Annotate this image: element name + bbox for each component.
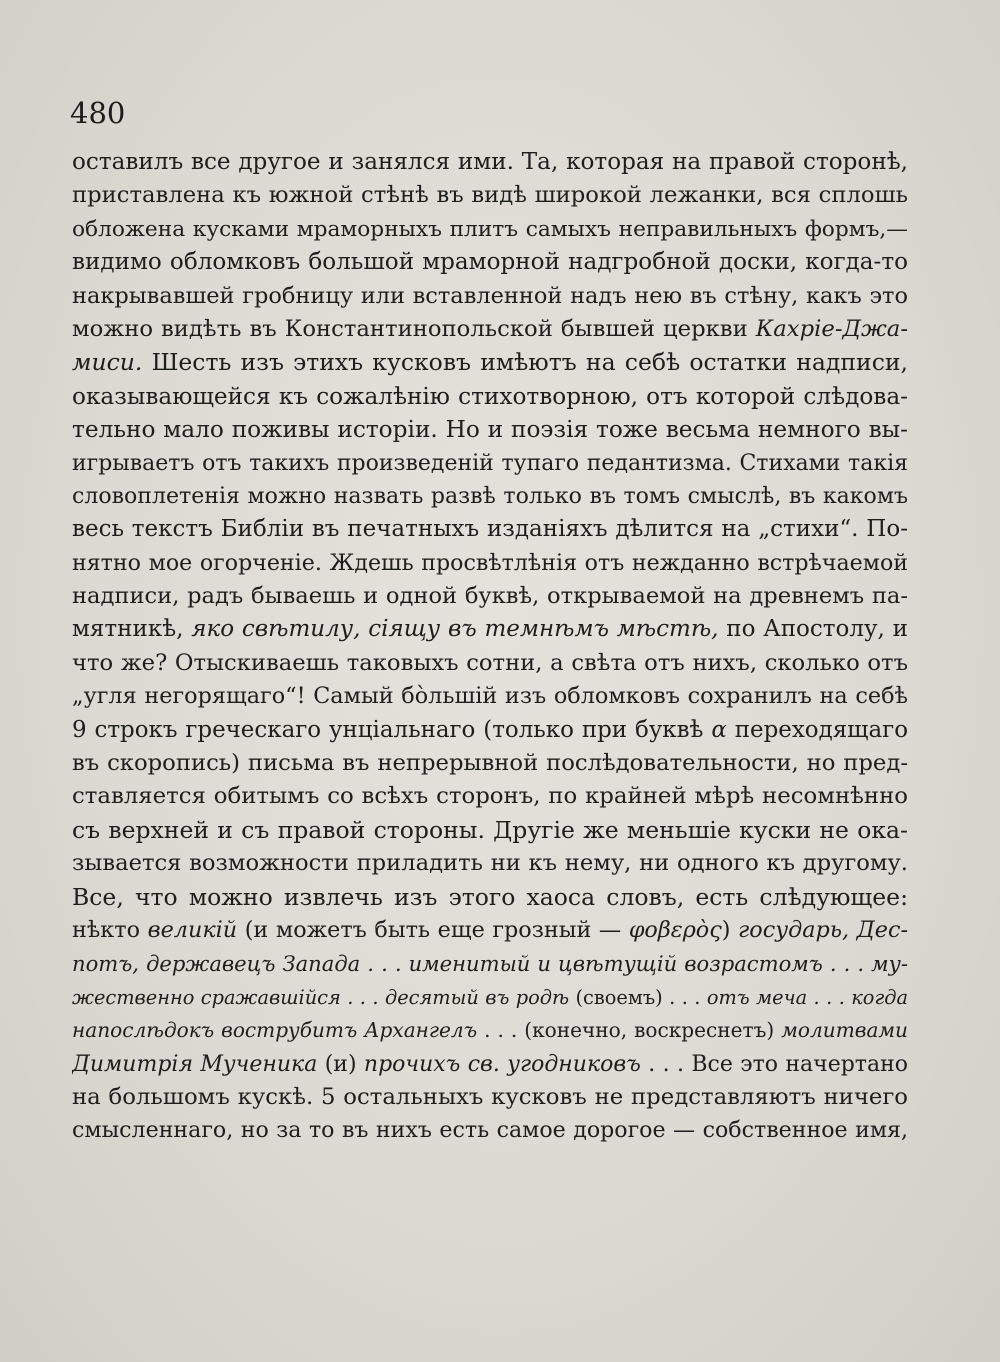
text-line — [72, 1014, 908, 1047]
text-line — [72, 413, 908, 446]
text-line — [72, 814, 908, 847]
text-line — [72, 513, 908, 546]
text-segment: „угля негорящаго“! Самый бо̀льшій изъ обломковъ сохранилъ на себѣ — [72, 683, 908, 710]
italic-text: великій — [147, 916, 238, 943]
text-segment: приставлена къ южной стѣнѣ въ видѣ широкой лежанки, вся сплошь — [72, 182, 908, 209]
text-segment: видимо обломковъ большой мраморной надгробной доски, когда-то — [72, 249, 908, 276]
page-number: 480 — [70, 96, 126, 130]
text-segment: 9 строкъ греческаго унціальнаго (только при буквѣ — [72, 716, 712, 743]
text-segment: мятникѣ, — [72, 616, 192, 643]
text-segment: надписи, радъ бываешь и одной буквѣ, открываемой на древнемъ па- — [72, 583, 908, 610]
text-line — [72, 1081, 908, 1114]
text-line — [72, 914, 908, 947]
text-segment: оставилъ все другое и занялся ими. Та, которая на правой сторонѣ, — [72, 149, 908, 175]
text-segment: въ скоропись) письма въ непрерывной послѣдовательности, но пред- — [72, 750, 908, 777]
text-segment: (и) — [317, 1051, 364, 1077]
italic-text: прочихъ св. угодниковъ — [363, 1051, 641, 1077]
text-line — [72, 947, 908, 980]
text-line — [72, 847, 908, 880]
text-segment: Все, что можно извлечь изъ этого хаоса словъ, есть слѣдующее: — [72, 882, 908, 911]
text-segment: смысленнаго, но за то въ нихъ есть самое дорогое — собственное имя, — [72, 1117, 908, 1144]
text-segment: (своемъ) . . . — [569, 985, 707, 1009]
italic-text: миси. — [72, 348, 143, 377]
text-segment: оказывающейся къ сожалѣнію стихотворною, отъ которой слѣдова- — [72, 382, 908, 410]
text-line — [72, 246, 908, 279]
italic-text: государь, Дес- — [738, 916, 908, 943]
italic-text: Кахріе-Джа- — [755, 315, 908, 342]
italic-text: молитвами — [781, 1018, 908, 1043]
text-line — [72, 680, 908, 713]
text-segment: тельно мало поживы исторіи. Но и поэзія тоже весьма немного вы- — [72, 416, 908, 444]
text-segment: . . . (конечно, воскреснетъ) — [477, 1018, 782, 1043]
text-line — [72, 647, 908, 680]
text-line — [72, 714, 908, 747]
text-line — [72, 380, 908, 413]
text-segment: по Апостолу, и — [718, 616, 908, 643]
body-text — [72, 146, 908, 1148]
italic-text: яко свѣтилу, сіящу въ темнѣмъ мѣстѣ, — [191, 616, 719, 643]
text-segment: Шесть изъ этихъ кусковъ имѣютъ на себѣ остатки надписи, — [142, 348, 908, 377]
text-segment: весь текстъ Библіи въ печатныхъ изданіяхъ дѣлится на „стихи“. По- — [72, 516, 908, 543]
italic-text: потъ, державецъ Запада . . . именитый и цвѣтущій возрастомъ . . . му- — [72, 951, 908, 977]
greek-text: φοβερὸς — [628, 916, 722, 943]
text-line — [72, 1114, 908, 1147]
text-segment: на большомъ кускѣ. 5 остальныхъ кусковъ не представляютъ ничего — [72, 1083, 908, 1110]
italic-text: напослѣдокъ вострубитъ Архангелъ — [72, 1018, 478, 1043]
text-line — [72, 313, 908, 346]
text-line — [72, 213, 908, 246]
italic-text: отъ меча . . . когда — [706, 985, 908, 1009]
text-line — [72, 613, 908, 646]
text-line — [72, 547, 908, 580]
text-segment: зывается возможности приладить ни къ нему, ни одного къ другому. — [72, 850, 908, 877]
text-segment: нятно мое огорченіе. Ждешь просвѣтлѣнія отъ нежданно встрѣчаемой — [72, 549, 908, 576]
text-segment: ставляется обитымъ со всѣхъ сторонъ, по крайней мѣрѣ несомнѣнно — [72, 783, 908, 810]
text-line — [72, 179, 908, 212]
text-segment: . . . Все это начертано — [640, 1051, 908, 1077]
text-line — [72, 480, 908, 513]
text-line — [72, 447, 908, 480]
italic-text: жественно сражавшійся . . . десятый въ родѣ — [72, 985, 570, 1009]
greek-text: α — [711, 716, 727, 743]
text-line — [72, 881, 908, 914]
text-segment: что же? Отыскиваешь таковыхъ сотни, а свѣта отъ нихъ, сколько отъ — [72, 649, 908, 676]
text-segment: словоплетенія можно назвать развѣ только въ томъ смыслѣ, въ какомъ — [72, 483, 908, 509]
text-line — [72, 1048, 908, 1081]
text-line — [72, 747, 908, 780]
text-segment: съ верхней и съ правой стороны. Другіе же меньшіе куски не ока- — [72, 815, 908, 844]
text-line — [72, 780, 908, 813]
text-segment: игрываетъ отъ такихъ произведеній тупаго педантизма. Стихами такія — [72, 450, 908, 476]
text-segment: ) — [721, 916, 739, 943]
text-line — [72, 981, 908, 1014]
text-segment: нѣкто — [72, 916, 148, 943]
text-segment: переходящаго — [726, 716, 908, 743]
text-segment: (и можетъ быть еще грозный — — [237, 916, 629, 943]
text-line — [72, 146, 908, 179]
text-line — [72, 346, 908, 379]
italic-text: Димитрія Мученика — [72, 1051, 318, 1077]
text-line — [72, 580, 908, 613]
text-segment: накрывавшей гробницу или вставленной надъ нею въ стѣну, какъ это — [72, 282, 908, 309]
text-segment: можно видѣть въ Константинопольской бывшей церкви — [72, 315, 756, 342]
text-segment: обложена кусками мраморныхъ плитъ самыхъ неправильныхъ формъ,— — [72, 216, 908, 242]
text-line — [72, 280, 908, 313]
